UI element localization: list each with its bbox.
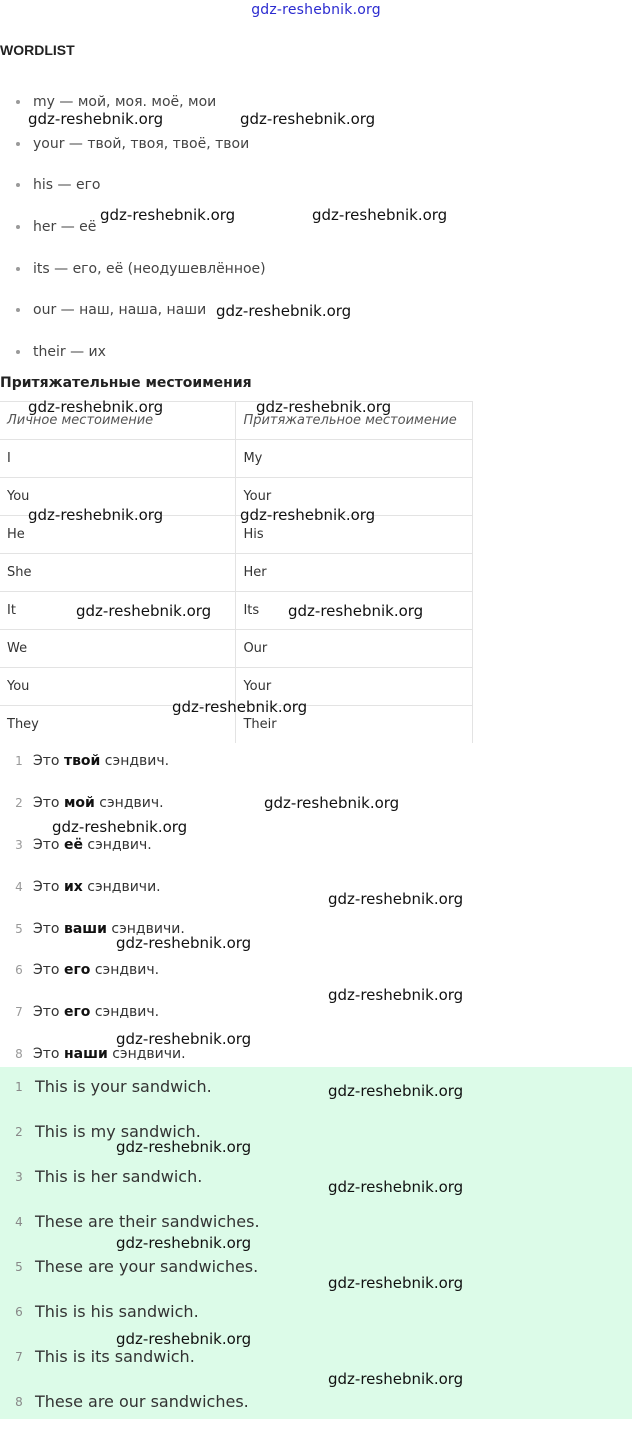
exercise-item: [0, 949, 632, 991]
bullet-icon: [16, 267, 20, 271]
table-row: [0, 516, 473, 554]
watermark: gdz-reshebnik.org: [264, 794, 400, 812]
bullet-icon: [16, 225, 20, 229]
bullet-icon: [16, 308, 20, 312]
table-cell: We: [0, 630, 236, 668]
answer-text: These are our sandwiches.: [35, 1392, 249, 1411]
item-text: Это мой сэндвич.: [33, 794, 164, 811]
table-header-row: [0, 402, 473, 440]
watermark: gdz-reshebnik.org: [116, 934, 252, 952]
answer-text: These are your sandwiches.: [35, 1257, 259, 1276]
word-entry: its — его, её (неодушевлённое): [33, 260, 266, 277]
item-number: 2: [15, 1125, 23, 1139]
watermark: gdz-reshebnik.org: [240, 110, 376, 128]
list-item: [0, 255, 266, 297]
watermark: gdz-reshebnik.org: [172, 698, 308, 716]
watermark: gdz-reshebnik.org: [116, 1330, 252, 1348]
answer-text: This is his sandwich.: [35, 1302, 199, 1321]
answer-text: This is her sandwich.: [35, 1167, 203, 1186]
watermark: gdz-reshebnik.org: [116, 1138, 252, 1156]
answers-panel: [0, 1067, 632, 1419]
watermark: gdz-reshebnik.org: [288, 602, 424, 620]
item-number: 5: [15, 921, 23, 936]
watermark: gdz-reshebnik.org: [28, 506, 164, 524]
table-cell: My: [236, 440, 473, 478]
watermark: gdz-reshebnik.org: [328, 1274, 464, 1292]
answer-item: [0, 1069, 632, 1114]
table-cell: You: [0, 668, 236, 706]
item-text: Это его сэндвич.: [33, 1004, 160, 1021]
pronouns-section-title: Притяжательные местоимения: [0, 375, 252, 391]
list-item: [0, 338, 266, 380]
table-cell: You: [0, 478, 236, 516]
table-cell: It: [0, 592, 236, 630]
column-header: Личное местоимение: [0, 402, 236, 440]
item-number: 5: [15, 1260, 23, 1274]
list-item: [0, 130, 266, 172]
word-entry: his — его: [33, 177, 101, 194]
exercise-item: [0, 824, 632, 866]
bullet-icon: [16, 100, 20, 104]
table-cell: Our: [236, 630, 473, 668]
watermark: gdz-reshebnik.org: [312, 206, 448, 224]
table-cell: His: [236, 516, 473, 554]
item-text: Это твой сэндвич.: [33, 753, 170, 769]
pronouns-table: [0, 401, 473, 743]
list-item: [0, 88, 266, 130]
answer-text: This is its sandwich.: [35, 1347, 195, 1366]
answer-text: This is my sandwich.: [35, 1122, 201, 1141]
item-number: 1: [15, 1080, 23, 1094]
answer-text: These are their sandwiches.: [35, 1212, 260, 1231]
table-cell: Your: [236, 668, 473, 706]
item-number: 8: [15, 1395, 23, 1409]
item-number: 6: [15, 963, 23, 978]
table-row: [0, 630, 473, 668]
table-cell: Their: [236, 706, 473, 744]
item-number: 4: [15, 879, 23, 894]
wordlist: [0, 88, 266, 380]
word-entry: their — их: [33, 344, 106, 361]
item-number: 7: [15, 1005, 23, 1020]
item-text: Это их сэндвичи.: [33, 878, 161, 895]
table-cell: Your: [236, 478, 473, 516]
answer-item: [0, 1159, 632, 1204]
bullet-icon: [16, 142, 20, 146]
list-item: [0, 171, 266, 213]
watermark: gdz-reshebnik.org: [76, 602, 212, 620]
table-row: [0, 440, 473, 478]
watermark: gdz-reshebnik.org: [256, 398, 392, 416]
answer-item: [0, 1294, 632, 1339]
table-cell: Its: [236, 592, 473, 630]
watermark: gdz-reshebnik.org: [328, 986, 464, 1004]
answer-item: [0, 1384, 632, 1429]
table-row: [0, 706, 473, 744]
list-item: [0, 213, 266, 255]
list-item: [0, 296, 266, 338]
table-row: [0, 592, 473, 630]
item-text: Это его сэндвич.: [33, 962, 160, 979]
word-entry: your — твой, твоя, твоё, твои: [33, 135, 250, 152]
answers-list: [0, 1069, 632, 1429]
answer-item: [0, 1114, 632, 1159]
table-cell: They: [0, 706, 236, 744]
watermark: gdz-reshebnik.org: [116, 1234, 252, 1252]
table-cell: I: [0, 440, 236, 478]
answer-text: This is your sandwich.: [35, 1077, 212, 1096]
item-text: Это наши сэндвичи.: [33, 1046, 186, 1063]
exercise-item: [0, 740, 632, 782]
site-header-watermark: gdz-reshebnik.org: [251, 2, 381, 18]
watermark: gdz-reshebnik.org: [52, 818, 188, 836]
item-number: 1: [15, 754, 23, 768]
table-cell: He: [0, 516, 236, 554]
item-number: 8: [15, 1047, 23, 1062]
watermark: gdz-reshebnik.org: [216, 302, 352, 320]
item-text: Это её сэндвич.: [33, 836, 152, 853]
watermark: gdz-reshebnik.org: [116, 1030, 252, 1048]
watermark: gdz-reshebnik.org: [328, 1370, 464, 1388]
table-row: [0, 478, 473, 516]
exercise-item: [0, 991, 632, 1033]
exercise-list: [0, 740, 632, 1075]
watermark: gdz-reshebnik.org: [100, 206, 236, 224]
item-number: 2: [15, 795, 23, 810]
watermark: gdz-reshebnik.org: [328, 890, 464, 908]
column-header: Притяжательное местоимение: [236, 402, 473, 440]
exercise-item: [0, 908, 632, 950]
answer-item: [0, 1339, 632, 1384]
bullet-icon: [16, 183, 20, 187]
item-number: 4: [15, 1215, 23, 1229]
word-entry: her — её: [33, 219, 97, 236]
item-text: Это ваши сэндвичи.: [33, 920, 185, 937]
answer-item: [0, 1249, 632, 1294]
table-row: [0, 554, 473, 592]
item-number: 3: [15, 837, 23, 852]
table-cell: She: [0, 554, 236, 592]
exercise-item: [0, 866, 632, 908]
watermark: gdz-reshebnik.org: [28, 398, 164, 416]
answer-item: [0, 1204, 632, 1249]
wordlist-title: WORDLIST: [0, 42, 75, 58]
table-row: [0, 668, 473, 706]
item-number: 7: [15, 1350, 23, 1364]
watermark: gdz-reshebnik.org: [328, 1082, 464, 1100]
item-number: 6: [15, 1305, 23, 1319]
watermark: gdz-reshebnik.org: [240, 506, 376, 524]
watermark: gdz-reshebnik.org: [328, 1178, 464, 1196]
word-entry: my — мой, моя. моё, мои: [33, 94, 217, 110]
bullet-icon: [16, 350, 20, 354]
exercise-item: [0, 782, 632, 824]
watermark: gdz-reshebnik.org: [28, 110, 164, 128]
item-number: 3: [15, 1170, 23, 1184]
table-cell: Her: [236, 554, 473, 592]
word-entry: our — наш, наша, наши: [33, 302, 207, 319]
